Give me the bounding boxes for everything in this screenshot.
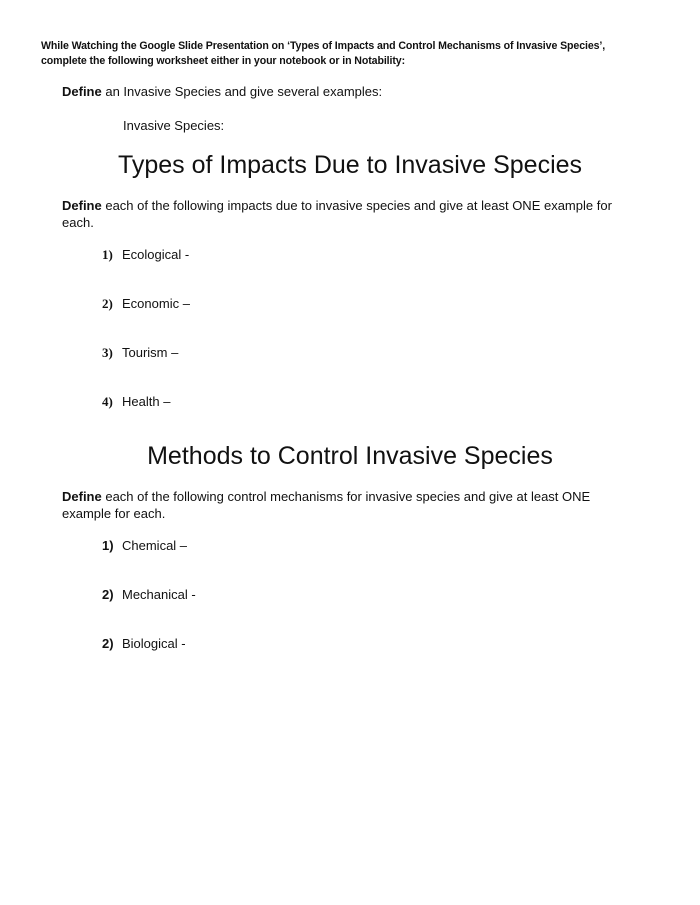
impact-item-economic: [102, 295, 190, 312]
impact-item-number: 2): [102, 296, 113, 311]
impact-item-label: Tourism –: [122, 345, 179, 360]
impact-item-label: Ecological -: [122, 247, 190, 262]
control-item-number: 2): [102, 636, 114, 651]
control-item-number: 1): [102, 538, 114, 553]
impacts-prompt: [62, 197, 612, 231]
control-item-chemical: [102, 537, 187, 554]
impacts-prompt-line-1: each of the following impacts due to invasive species and give at least ONE example for: [101, 198, 612, 213]
control-item-biological: [102, 635, 186, 652]
impact-item-ecological: [102, 246, 189, 263]
impacts-prompt-line-2: each.: [62, 215, 94, 230]
control-prompt-bold: Define: [62, 489, 102, 504]
impact-item-health: [102, 393, 170, 410]
control-prompt: [62, 488, 590, 522]
definition-prompt-text: an Invasive Species and give several examples:: [101, 84, 383, 99]
invasive-species-label: Invasive Species:: [123, 118, 225, 133]
impact-item-tourism: [102, 344, 178, 361]
control-item-number: 2): [102, 587, 114, 602]
impact-item-label: Health –: [122, 394, 171, 409]
intro-instructions: [41, 39, 666, 69]
intro-line-2: complete the following worksheet either in your notebook or in Notability:: [41, 55, 405, 67]
impact-item-number: 3): [102, 345, 113, 360]
impact-item-label: Economic –: [122, 296, 190, 311]
control-item-mechanical: [102, 586, 196, 603]
control-item-label: Biological -: [122, 636, 186, 651]
impact-item-number: 1): [102, 247, 113, 262]
definition-prompt-bold: Define: [62, 84, 102, 99]
section-title-control: Methods to Control Invasive Species: [147, 442, 553, 470]
control-prompt-line-2: example for each.: [62, 506, 166, 521]
intro-line-1: While Watching the Google Slide Presentation on ‘Types of Impacts and Control Mechanisms of Invasive Species’,: [41, 40, 606, 52]
control-item-label: Mechanical -: [122, 587, 196, 602]
impact-item-number: 4): [102, 394, 113, 409]
impacts-prompt-bold: Define: [62, 198, 102, 213]
definition-prompt: [62, 83, 382, 100]
control-item-label: Chemical –: [122, 538, 188, 553]
section-title-impacts: Types of Impacts Due to Invasive Species: [117, 151, 583, 179]
control-prompt-line-1: each of the following control mechanisms for invasive species and give at least ONE: [101, 489, 591, 504]
